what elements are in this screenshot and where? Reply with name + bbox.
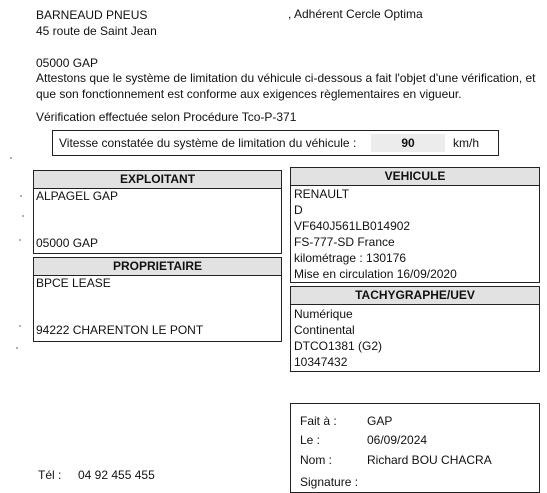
adherent-text: , Adhérent Cercle Optima: [288, 7, 423, 21]
company-city: 05000 GAP: [36, 56, 99, 70]
attestation-line-2: que son fonctionnement est conforme aux exigences règlementaires en vigueur.: [36, 87, 462, 101]
proprietaire-city: 94222 CHARENTON LE PONT: [36, 323, 204, 337]
exploitant-city: 05000 GAP: [36, 236, 99, 250]
fait-label: Fait à :: [300, 414, 337, 428]
tachygraphe-brand: Continental: [294, 323, 355, 337]
vehicule-make: RENAULT: [294, 187, 350, 201]
date-label: Le :: [300, 433, 321, 447]
proprietaire-header: PROPRIETAIRE: [34, 258, 281, 276]
company-address: 45 route de Saint Jean: [36, 24, 157, 38]
vehicule-first-registration: Mise en circulation 16/09/2020: [294, 267, 457, 281]
exploitant-header: EXPLOITANT: [34, 171, 281, 189]
tachygraphe-model: DTCO1381 (G2): [294, 339, 383, 353]
procedure-text: Vérification effectuée selon Procédure Tco-P-371: [36, 110, 297, 124]
vehicule-registration: FS-777-SD France: [294, 235, 395, 249]
exploitant-box: [33, 170, 282, 254]
vehicule-vin: VF640J561LB014902: [294, 219, 411, 233]
scan-speck: [22, 215, 24, 217]
scan-speck: [16, 347, 18, 349]
exploitant-name: ALPAGEL GAP: [36, 189, 119, 203]
scan-speck: [19, 325, 21, 327]
scan-speck: [20, 195, 22, 197]
vehicule-header: VEHICULE: [291, 168, 539, 186]
speed-box: [52, 130, 499, 156]
vehicule-box: [290, 167, 540, 283]
nom-value: Richard BOU CHACRA: [367, 453, 492, 467]
signature-label: Signature :: [300, 475, 359, 489]
tachygraphe-serial: 10347432: [294, 355, 348, 369]
scan-speck: [10, 157, 12, 159]
proprietaire-name: BPCE LEASE: [36, 276, 111, 290]
company-name: BARNEAUD PNEUS: [36, 8, 148, 22]
fait-value: GAP: [367, 414, 393, 428]
scan-speck: [19, 239, 21, 241]
tachygraphe-header: TACHYGRAPHE/UEV: [291, 287, 539, 305]
speed-label: Vitesse constatée du système de limitation du véhicule :: [59, 136, 357, 150]
vehicule-mileage: kilométrage : 130176: [294, 251, 407, 265]
speed-value: 90: [371, 134, 445, 152]
tachygraphe-kind: Numérique: [294, 307, 353, 321]
tachygraphe-box: [290, 286, 540, 372]
vehicule-type: D: [294, 203, 303, 217]
attestation-line-1: Attestons que le système de limitation du véhicule ci-dessous a fait l'objet d'une vérification, et: [36, 71, 536, 85]
speed-unit: km/h: [453, 136, 480, 150]
nom-label: Nom :: [300, 453, 333, 467]
tel-label: Tél :: [38, 468, 62, 482]
date-value: 06/09/2024: [367, 433, 428, 447]
proprietaire-box: [33, 257, 282, 342]
tel-value: 04 92 455 455: [78, 468, 155, 482]
